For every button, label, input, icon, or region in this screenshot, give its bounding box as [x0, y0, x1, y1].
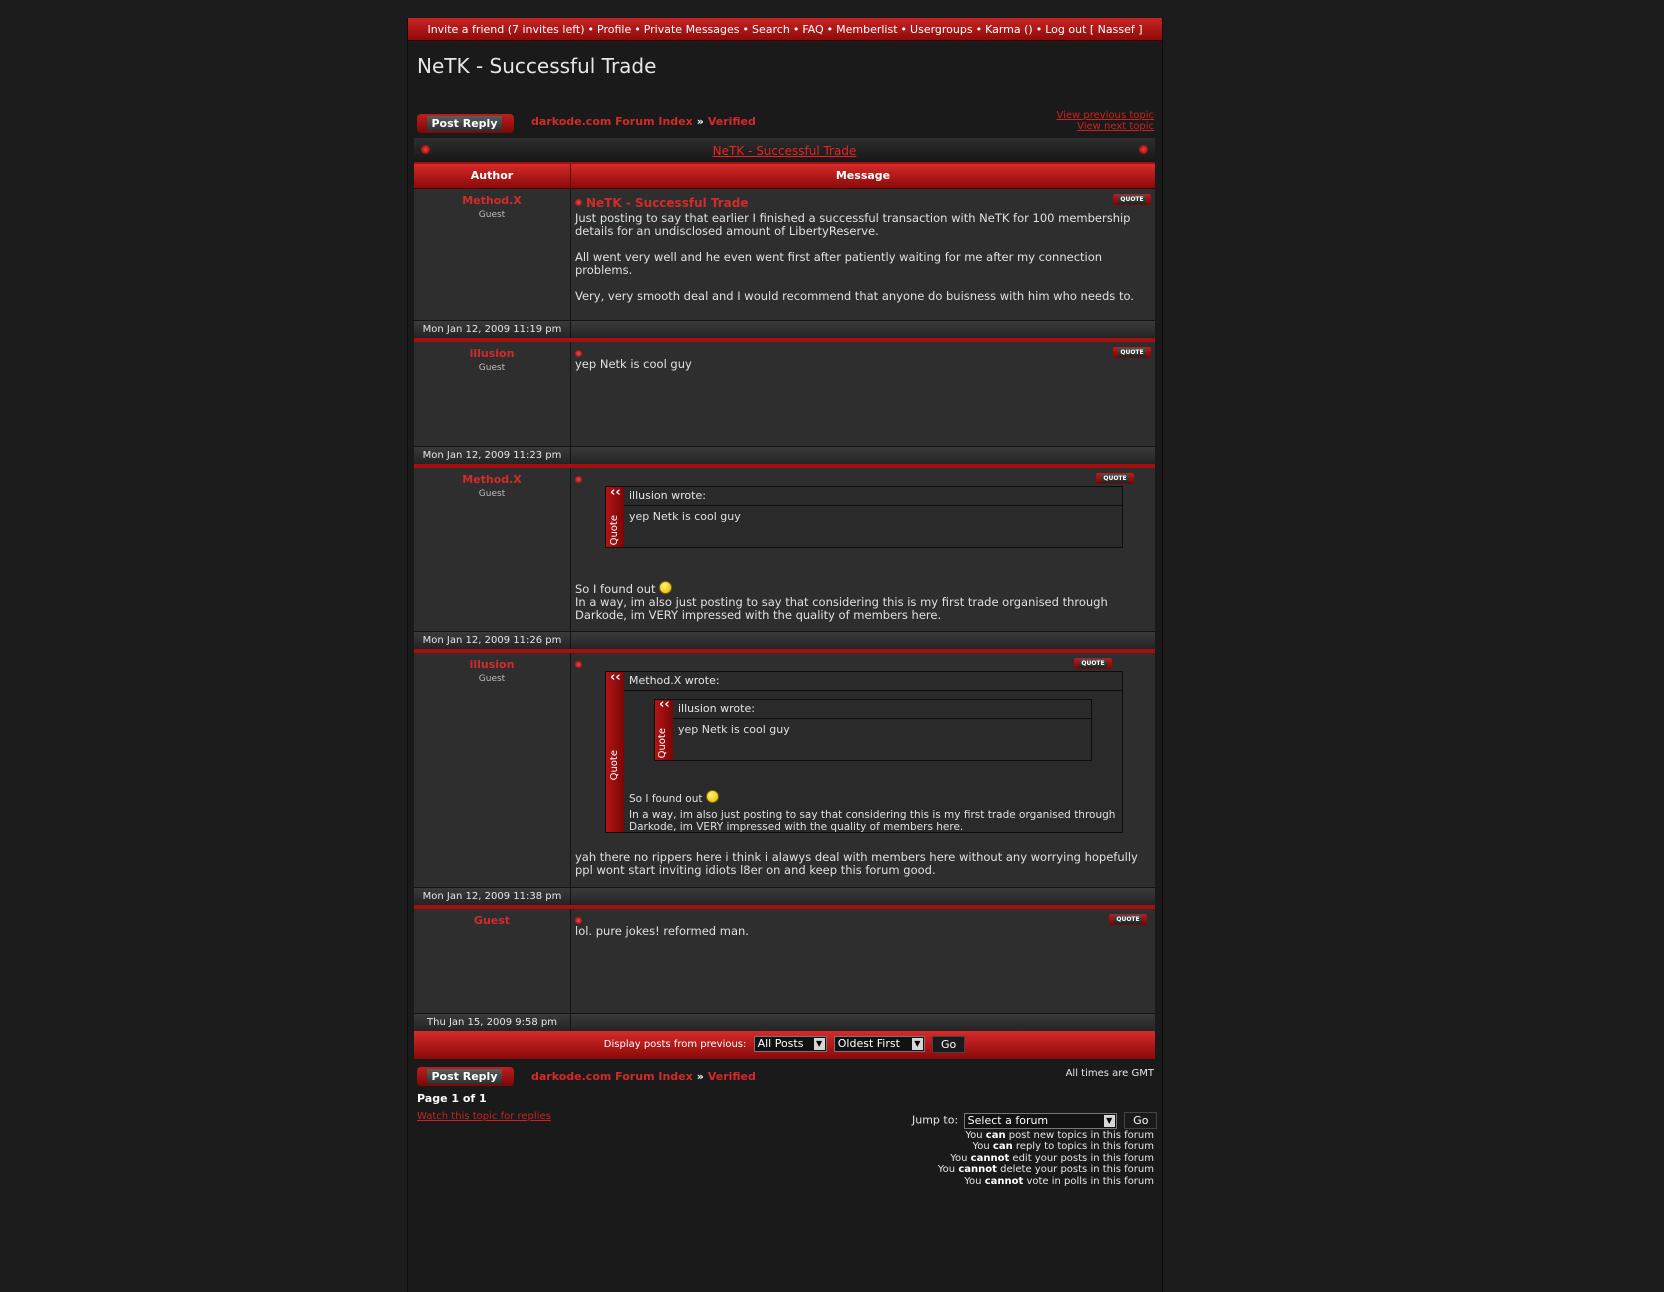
permission-line — [938, 1130, 1154, 1141]
post-rank: Guest — [478, 489, 506, 499]
post — [414, 653, 1155, 888]
permission-pre: You — [972, 1141, 990, 1153]
post-message-cell — [571, 909, 1155, 1013]
quote-label: QUOTE — [1118, 195, 1146, 204]
permission-post: vote in polls in this forum — [1026, 1175, 1154, 1187]
quote-label: QUOTE — [1101, 474, 1129, 483]
nav-sep: • — [826, 23, 834, 36]
nav-sep: • — [742, 23, 750, 36]
post-body: yep Netk is cool guy — [575, 357, 692, 371]
post-time: Mon Jan 12, 2009 11:23 pm — [414, 447, 571, 464]
breadcrumb-sep: » — [696, 1070, 704, 1083]
quote-content — [624, 487, 1122, 547]
post-author-cell — [414, 909, 571, 1013]
topic-nav — [1056, 110, 1154, 132]
post — [414, 909, 1155, 1014]
post-body: yah there no rippers here i think i alawys deal with members here without any worrying hopefully ppl wont start inviting idiots l8er on and keep this forum good. — [575, 850, 1138, 877]
display-range-select[interactable] — [754, 1036, 827, 1052]
post — [414, 468, 1155, 632]
jump-go-button[interactable]: Go — [1124, 1112, 1157, 1129]
breadcrumb-sep: » — [696, 115, 704, 128]
permission-post: edit your posts in this forum — [1012, 1152, 1154, 1164]
quote-button[interactable] — [1096, 473, 1134, 484]
permission-line — [938, 1153, 1154, 1164]
page-title: NeTK - Successful Trade — [417, 54, 657, 78]
post-author-cell — [414, 342, 571, 446]
post-author-cell — [414, 653, 571, 887]
quote-button[interactable] — [1074, 658, 1112, 669]
quote-sidebar — [606, 672, 624, 832]
bullet-icon — [575, 661, 582, 668]
post-body: lol. pure jokes! reformed man. — [575, 924, 749, 938]
smiley-icon — [659, 581, 672, 594]
quote-label: QUOTE — [1118, 348, 1146, 357]
post-body-text: So I found out — [575, 582, 656, 596]
display-label: Display posts from previous: — [603, 1039, 747, 1050]
post-body-line: In a way, im also just posting to say that considering this is my first trade organised through Darkode, im VERY impressed with the quality of members here. — [575, 595, 1108, 622]
timezone-note: All times are GMT — [1065, 1068, 1154, 1079]
col-author: Author — [414, 164, 571, 188]
view-next-topic-link[interactable]: View next topic — [1077, 121, 1154, 132]
view-previous-topic-link[interactable]: View previous topic — [1056, 110, 1154, 121]
watch-topic-link[interactable]: Watch this topic for replies — [417, 1111, 551, 1122]
permission-pre: You — [964, 1175, 982, 1187]
nav-search[interactable]: Search — [752, 23, 790, 36]
topic-table — [414, 138, 1155, 1059]
quote-vertical-label: Quote — [609, 514, 620, 545]
quote-mark-icon: ‹‹ — [610, 485, 621, 500]
post-timestamp-row — [414, 447, 1155, 468]
post-time: Thu Jan 15, 2009 9:58 pm — [414, 1014, 571, 1031]
table-header — [414, 164, 1155, 189]
nav-sep: • — [1035, 23, 1043, 36]
dropdown-arrow-icon: ▼ — [912, 1038, 923, 1050]
permission-verb: cannot — [984, 1175, 1024, 1187]
bullet-icon — [575, 476, 582, 483]
post-author-cell — [414, 468, 571, 631]
post-timestamp-row — [414, 321, 1155, 342]
breadcrumb-bottom — [531, 1070, 756, 1083]
nav-invite[interactable]: Invite a friend (7 invites left) — [427, 23, 585, 36]
quote-button[interactable] — [1109, 914, 1147, 925]
quote-sidebar — [606, 487, 624, 547]
jump-to-label: Jump to: — [912, 1113, 959, 1127]
post-author[interactable]: illusion — [469, 347, 515, 360]
permission-post: delete your posts in this forum — [1000, 1164, 1154, 1176]
nav-logout[interactable]: Log out [ Nassef ] — [1045, 23, 1143, 36]
nested-quote-block — [654, 699, 1092, 761]
dropdown-arrow-icon: ▼ — [814, 1038, 825, 1050]
nav-sep: • — [587, 23, 595, 36]
quote-button[interactable] — [1113, 347, 1151, 358]
quote-header: Method.X wrote: — [624, 672, 1122, 691]
post-timestamp-row — [414, 632, 1155, 653]
quote-text: yep Netk is cool guy — [678, 723, 790, 736]
nav-sep: • — [900, 23, 908, 36]
breadcrumb-verified[interactable]: Verified — [707, 115, 756, 128]
post-author[interactable]: Method.X — [462, 194, 522, 207]
nav-memberlist[interactable]: Memberlist — [836, 23, 898, 36]
nav-karma[interactable]: Karma () — [985, 23, 1033, 36]
nav-faq[interactable]: FAQ — [802, 23, 824, 36]
breadcrumb-forum-index[interactable]: darkode.com Forum Index — [531, 1070, 693, 1083]
post — [414, 189, 1155, 321]
post-time: Mon Jan 12, 2009 11:19 pm — [414, 321, 571, 338]
post-message-cell — [571, 468, 1155, 631]
post-timestamp-row — [414, 1014, 1155, 1031]
post-author[interactable]: Method.X — [462, 473, 522, 486]
nav-sep: • — [792, 23, 800, 36]
topic-caption-link[interactable]: NeTK - Successful Trade — [712, 144, 857, 158]
permission-post: reply to topics in this forum — [1015, 1141, 1154, 1153]
nav-profile[interactable]: Profile — [597, 23, 632, 36]
post-reply-label: Post Reply — [427, 116, 502, 131]
permission-line — [938, 1141, 1154, 1152]
post-reply-button[interactable] — [417, 114, 514, 133]
permission-verb: cannot — [970, 1152, 1010, 1164]
jump-forum-select[interactable] — [964, 1113, 1117, 1129]
dropdown-arrow-icon: ▼ — [1104, 1115, 1115, 1127]
quote-vertical-label: Quote — [609, 749, 620, 780]
post-body-line — [575, 581, 1149, 596]
post-subject-text: NeTK - Successful Trade — [586, 196, 749, 210]
post-timestamp-row — [414, 888, 1155, 909]
quote-label: QUOTE — [1079, 659, 1107, 668]
post-author[interactable]: illusion — [469, 658, 515, 671]
breadcrumb-verified[interactable]: Verified — [707, 1070, 756, 1083]
display-range-value: All Posts — [757, 1037, 804, 1050]
display-order-value: Oldest First — [837, 1037, 900, 1050]
permissions-list — [938, 1130, 1154, 1187]
post-author-cell — [414, 189, 571, 320]
nav-sep: • — [634, 23, 641, 36]
page — [407, 18, 1163, 1292]
quote-block — [605, 671, 1123, 833]
col-message: Message — [835, 169, 891, 182]
breadcrumb — [531, 115, 756, 128]
quote-text-line: In a way, im also just posting to say that considering this is my first trade organised through Darkode, im VERY impressed with the quality of members here. — [629, 809, 1116, 833]
permission-line — [938, 1176, 1154, 1187]
quote-vertical-label: Quote — [657, 727, 668, 758]
post-body-line: Just posting to say that earlier I finished a successful transaction with NeTK for 100 membership details for an undisclosed amount of LibertyReserve. — [575, 211, 1131, 238]
pagination: Page 1 of 1 — [417, 1092, 487, 1105]
post-body-line: Very, very smooth deal and I would recommend that anyone do buisness with him who needs to. — [575, 289, 1134, 303]
post-message-cell — [571, 653, 1155, 887]
display-order-select[interactable] — [834, 1036, 925, 1052]
quote-content — [673, 700, 1091, 760]
permission-pre: You — [965, 1130, 983, 1141]
jump-forum-value: Select a forum — [967, 1113, 1049, 1127]
quote-sidebar — [655, 697, 673, 760]
quote-mark-icon: ‹‹ — [659, 697, 670, 712]
post-message-cell — [571, 189, 1155, 320]
permission-pre: You — [937, 1164, 956, 1176]
display-options-bar — [414, 1031, 1155, 1059]
post-time: Mon Jan 12, 2009 11:38 pm — [414, 888, 571, 905]
caption-left-dot-icon — [421, 145, 430, 154]
quote-content — [624, 672, 1122, 832]
post-time: Mon Jan 12, 2009 11:26 pm — [414, 632, 571, 649]
nav-usergroups[interactable]: Usergroups — [910, 23, 973, 36]
bullet-icon — [575, 199, 582, 206]
quote-label: QUOTE — [1114, 915, 1142, 924]
quote-text-line — [629, 790, 1117, 805]
post-rank: Guest — [478, 674, 506, 684]
quote-text: So I found out — [629, 793, 703, 805]
nav-private-messages[interactable]: Private Messages — [643, 23, 740, 36]
bullet-icon — [575, 917, 582, 924]
bullet-icon — [575, 350, 582, 357]
post-reply-button-bottom[interactable] — [417, 1067, 514, 1086]
post-message-cell — [571, 342, 1155, 446]
display-go-button[interactable]: Go — [932, 1036, 965, 1053]
permission-pre: You — [950, 1152, 968, 1164]
permission-verb: cannot — [958, 1164, 997, 1176]
quote-header: illusion wrote: — [624, 487, 1122, 506]
post-author[interactable]: Guest — [473, 914, 511, 927]
top-nav — [408, 18, 1162, 41]
nav-sep: • — [975, 23, 983, 36]
post-reply-label: Post Reply — [427, 1069, 502, 1084]
quote-header: illusion wrote: — [673, 700, 1091, 719]
caption-right-dot-icon — [1139, 145, 1148, 154]
permission-post: post new topics in this forum — [1008, 1130, 1154, 1141]
post-rank: Guest — [478, 210, 506, 220]
quote-mark-icon: ‹‹ — [610, 670, 621, 685]
permission-line — [938, 1164, 1154, 1175]
post — [414, 342, 1155, 447]
quote-button[interactable] — [1113, 194, 1151, 205]
quote-text: yep Netk is cool guy — [629, 510, 741, 523]
permission-verb: can — [985, 1130, 1006, 1141]
breadcrumb-forum-index[interactable]: darkode.com Forum Index — [531, 115, 693, 128]
smiley-icon — [706, 790, 719, 803]
post-subject — [575, 197, 1149, 210]
post-body-line: All went very well and he even went first after patiently waiting for me after my connection problems. — [575, 250, 1103, 277]
quote-block — [605, 486, 1123, 548]
permission-verb: can — [992, 1141, 1013, 1153]
topic-caption — [414, 138, 1155, 164]
jump-to-row — [912, 1112, 1157, 1129]
post-rank: Guest — [478, 363, 506, 373]
